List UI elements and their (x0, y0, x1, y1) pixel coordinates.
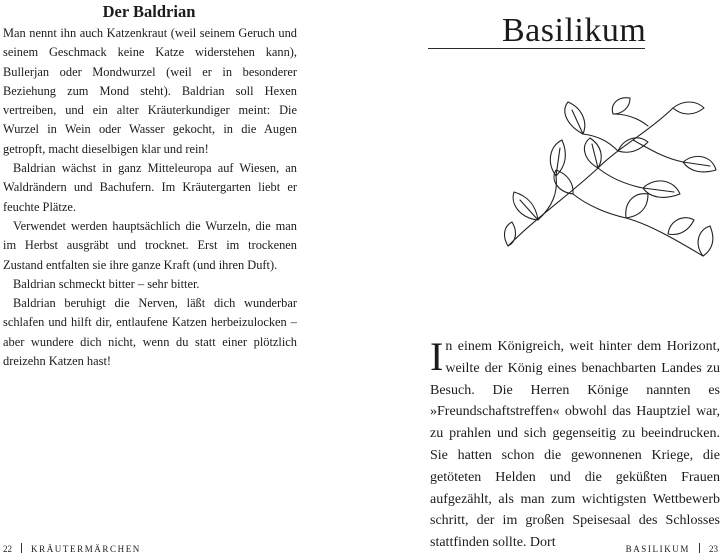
paragraph: Verwendet werden hauptsächlich die Wurzeln, die man im Herbst ausgräbt und trocknet. Erst im trockenen Zustand entfalten sie ihre ganze Kraft (und ihren Duft). (3, 218, 297, 272)
basil-stems (508, 108, 703, 256)
paragraph: Baldrian beruhigt die Nerven, läßt dich wunderbar schlafen und hilft dir, entlaufene Katzen herbeizulocken – aber wundere dich nicht, wenn du statt einer plötzlich dreizehn Katzen hast! (3, 296, 297, 369)
paragraph: Baldrian schmeckt bitter – sehr bitter. (13, 276, 200, 291)
footer-divider (21, 543, 22, 553)
running-head: KRÄUTERMÄRCHEN (31, 544, 141, 554)
running-head: BASILIKUM (625, 544, 690, 554)
left-body-text (3, 24, 297, 371)
left-footer (3, 543, 141, 555)
basil-plant-icon (498, 96, 718, 266)
section-heading: Der Baldrian (102, 2, 196, 21)
chapter-title: Basilikum (502, 12, 647, 49)
right-page (360, 0, 720, 556)
page-number: 22 (3, 544, 12, 554)
drop-cap: I (430, 334, 444, 379)
paragraph: Baldrian wächst in ganz Mitteleuropa auf Wiesen, an Waldrändern und Bachufern. Im Kräutergarten liebt er feuchte Plätze. (3, 161, 297, 214)
right-footer (626, 543, 718, 555)
paragraph: Man nennt ihn auch Katzenkraut (weil seinem Geruch und seinem Geschmack keine Katze widerstehen kann), Bullerjan oder Mondwurzel (weil er in besonderer Beziehung zum Mond steht). Baldrian soll Hexen vertreiben, und ein alter Kräuterkundiger meint: Die Wurzel in Wein oder Wasser gekocht, in die Augen getropft, macht dieselbigen klar und rein! (3, 26, 297, 156)
footer-divider (699, 543, 700, 553)
story-text (430, 336, 720, 554)
page-number: 23 (709, 544, 718, 554)
story-body: n einem Königreich, weit hinter dem Horizont, weilte der König eines benachbarten Landes zu Besuch. Die Herren Könige nannten es »Freundschaftstreffen« obwohl das Hauptziel war, zu prahlen und sich gegenseitig zu beeindrucken. Sie hatten schon die gewonnenen Kriege, die getöteten Helden und die geküßten Frauen aufgezählt, als man zum wichtigsten Wettbewerb schritt, der im großen Speisesaal des Schlosses stattfinden sollte. Dort (430, 339, 720, 551)
